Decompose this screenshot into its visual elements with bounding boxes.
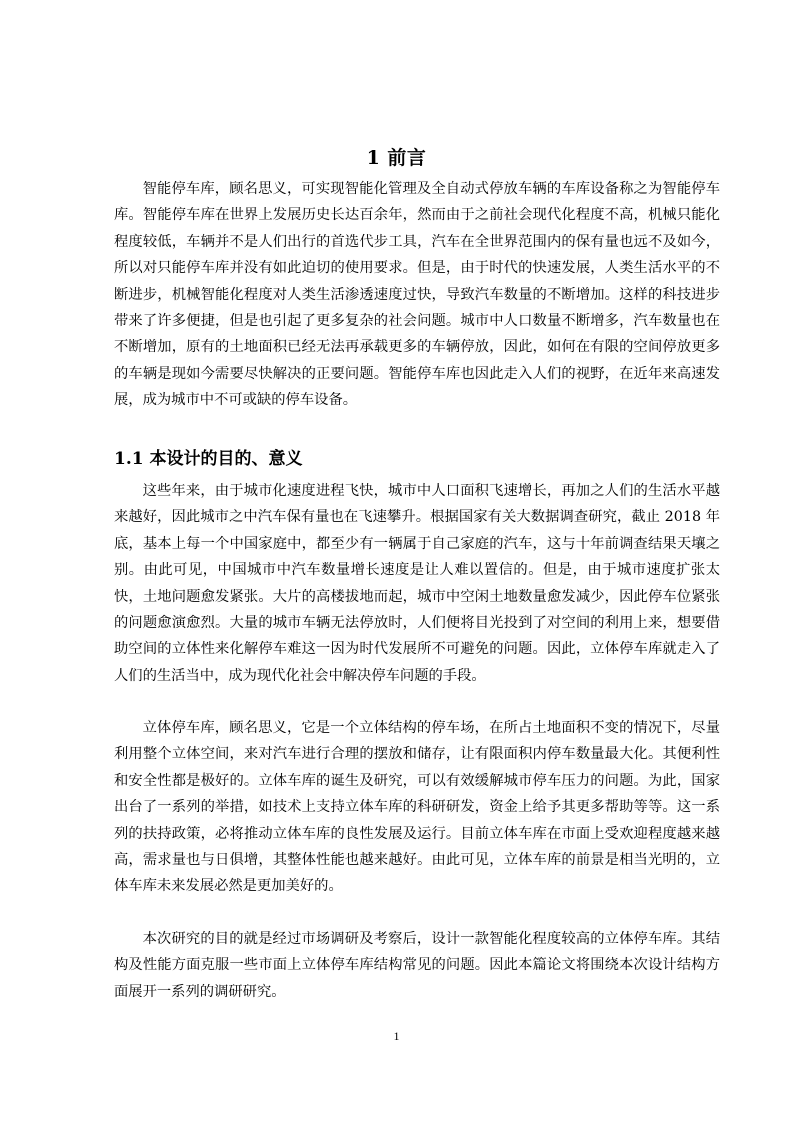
- section-paragraph-block-3: [114, 926, 720, 1005]
- body-paragraph: 本次研究的目的就是经过市场调研及考察后，设计一款智能化程度较高的立体停车库。其结构及性能方面克服一些市面上立体停车库结构常见的问题。因此本篇论文将围绕本次设计结构方面展开一系列的调研研究。: [114, 931, 720, 1000]
- intro-paragraph: 智能停车库，顾名思义，可实现智能化管理及全自动式停放车辆的车库设备称之为智能停车库。智能停车库在世界上发展历史长达百余年，然而由于之前社会现代化程度不高，机械只能化程度较低，车辆并不是人们出行的首选代步工具，汽车在全世界范围内的保有量也远不及如今，所以对只能停车库并没有如此迫切的使用要求。但是，由于时代的快速发展，人类生活水平的不断进步，机械智能化程度对人类生活渗透速度过快，导致汽车数量的不断增加。这样的科技进步带来了许多便捷，但是也引起了更多复杂的社会问题。城市中人口数量不断增多，汽车数量也在不断增加，原有的土地面积已经无法再承载更多的车辆停放，因此，如何在有限的空间停放更多的车辆是现如今需要尽快解决的正要问题。智能停车库也因此走入人们的视野，在近年来高速发展，成为城市中不可或缺的停车设备。: [114, 181, 720, 409]
- chapter-title: 1 前言: [366, 147, 427, 169]
- intro-section: [114, 176, 720, 414]
- body-paragraph: 这些年来，由于城市化速度进程飞快，城市中人口面积飞速增长，再加之人们的生活水平越来越好，因此城市之中汽车保有量也在飞速攀升。根据国家有关大数据调查研究，截止 2018 年底，基本上每一个中国家庭中，都至少有一辆属于自己家庭的汽车，这与十年前调查结果天壤之别。由此可见，中国城市中汽车数量增长速度是让人难以置信的。但是，由于城市速度扩张太快，土地问题愈发紧张。大片的高楼拔地而起，城市中空闲土地数量愈发减少，因此停车位紧张的问题愈演愈烈。大量的城市车辆无法停放时，人们便将目光投到了对空间的利用上来，想要借助空间的立体性来化解停车难这一因为时代发展所不可避免的问题。因此，立体停车库就走入了人们的生活当中，成为现代化社会中解决停车问题的手段。: [114, 483, 720, 684]
- body-paragraph: 立体停车库，顾名思义，它是一个立体结构的停车场，在所占土地面积不变的情况下，尽量利用整个立体空间，来对汽车进行合理的摆放和储存，让有限面积内停车数量最大化。其便利性和安全性都是极好的。立体车库的诞生及研究，可以有效缓解城市停车压力的问题。为此，国家出台了一系列的举措，如技术上支持立体车库的科研研发，资金上给予其更多帮助等等。这一系列的扶持政策，必将推动立体车库的良性发展及运行。目前立体车库在市面上受欢迎程度越来越高，需求量也与日俱增，其整体性能也越来越好。由此可见，立体车库的前景是相当光明的，立体车库未来发展必然是更加美好的。: [114, 720, 720, 895]
- section-paragraph-block-2: [114, 715, 720, 900]
- page-number: 1: [393, 1029, 400, 1043]
- section-heading: 1.1 本设计的目的、意义: [114, 449, 303, 469]
- section-paragraph-block-1: [114, 478, 720, 689]
